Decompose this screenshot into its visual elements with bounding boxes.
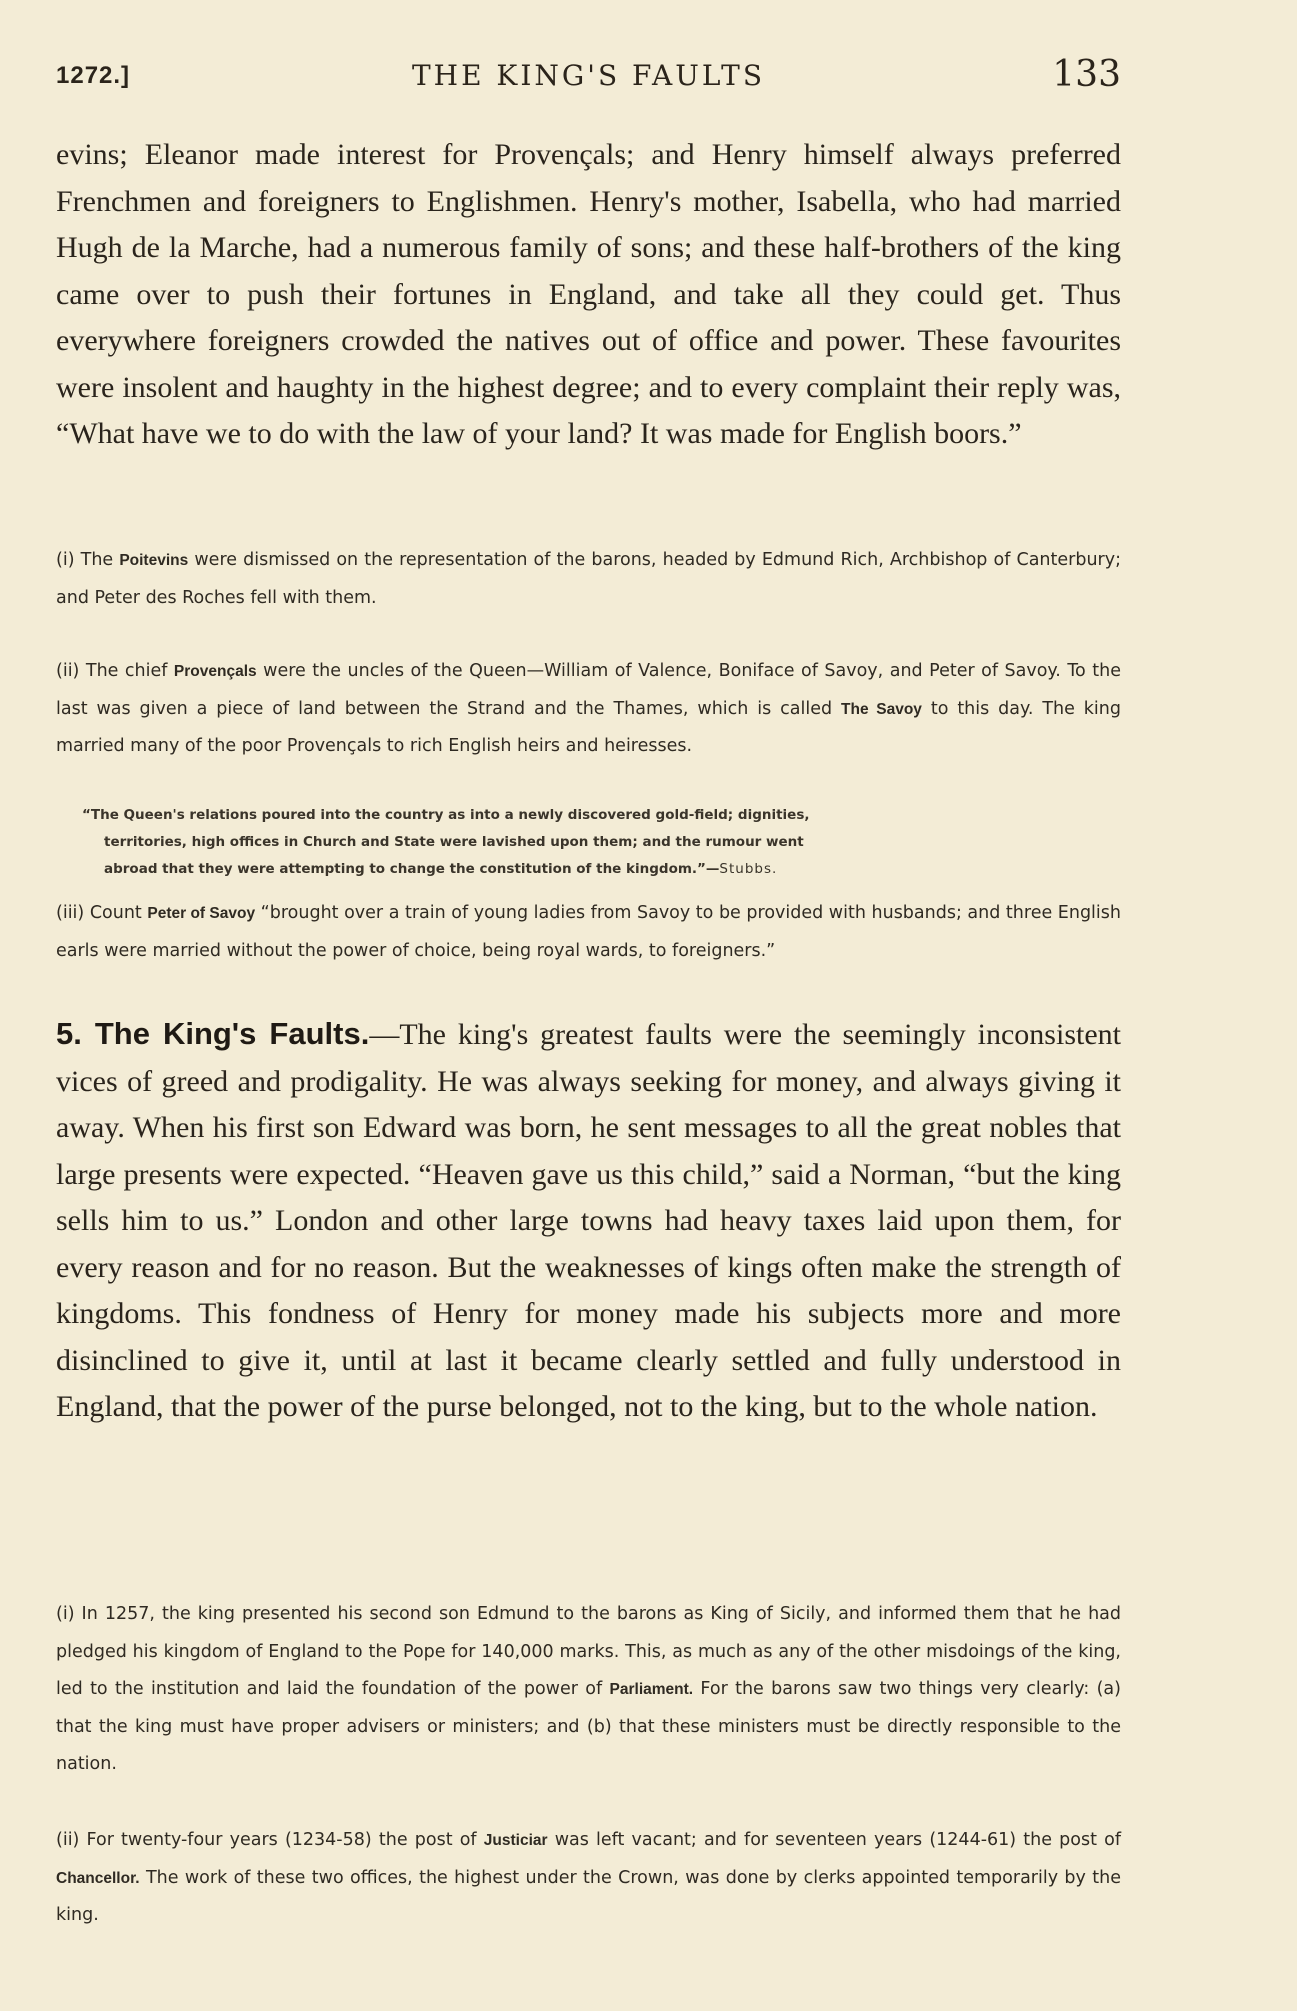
note-6-term-2: Chancellor. [56,1869,140,1887]
note-6-text-c: The work of these two offices, the highest under the Crown, was done by clerks appointed temporarily by the king. [56,1867,1121,1925]
note-1-text: were dismissed on the representation of the barons, headed by Edmund Rich, Archbishop of Canterbury; and Peter des Roches fell with them. [56,550,1121,608]
note-2-text-b: to this day. The king married many of the poor Provençals to rich English heirs and heiresses. [56,698,1121,756]
quote-line-1: “The Queen's relations poured into the country as into a newly discovered gold-field; dignities, [82,807,810,823]
note-provencals [56,653,1121,766]
note-6-text-a: (ii) For twenty-four years (1234-58) the post of [56,1830,477,1850]
page-number: 133 [1052,54,1121,95]
note-parliament [56,1596,1121,1784]
note-justiciar-chancellor [56,1822,1121,1935]
note-5-text-b: For the barons saw two things very clearly: (a) that the king must have proper advisers or ministers; and (b) that these ministers must be directly responsible to the nation. [56,1679,1121,1774]
quote-line-3-wrap [82,856,1121,883]
quote-line-2: territories, high offices in Church and State were lavished upon them; and the rumour went [104,834,804,850]
stubbs-quotation [82,802,1121,883]
note-2-prefix: (ii) The chief [56,661,168,681]
note-6-text-b: was left vacant; and for seventeen years (1244-61) the post of [554,1830,1121,1850]
note-1-term: Poitevins [119,552,189,569]
note-poitevins [56,542,1121,617]
note-6-term: Justiciar [483,1832,548,1849]
note-4-term: Peter of Savoy [147,905,256,922]
note-5-text-a: (i) In 1257, the king presented his second son Edmund to the barons as King of Sicily, and informed them that he had pledged his kingdom of England to the Pope for 140,000 marks. This, as much as any of the other misdoings of the king, led to the institution and laid the foundation of the power of [56,1604,1121,1699]
note-5-term: Parliament. [609,1681,694,1698]
note-2-term-2: The Savoy [841,700,922,718]
header-year: 1272.] [56,62,131,89]
paragraph-1-text: evins; Eleanor made interest for Provençals; and Henry himself always preferred Frenchmen and foreigners to Englishmen. Henry's mother, Isabella, who had married Hugh de la Marche, had a numerous family of sons; and these half-brothers of the king came over to push their fortunes in England, and take all they could get. Thus everywhere foreigners crowded the natives out of office and power. These favourites were insolent and haughty in the highest degree; and to every complaint their reply was, “What have we to do with the law of your land? It was made for English boors.” [56,138,1121,450]
note-1-prefix: (i) The [56,550,114,570]
note-4-text: “brought over a train of young ladies from Savoy to be provided with husbands; and three English earls were married without the power of choice, being royal wards, to foreigners.” [56,903,1121,961]
note-peter-of-savoy [56,895,1121,970]
quote-line-3: abroad that they were attempting to change the constitution of the kingdom.”— [104,861,720,877]
note-2-text-a: were the uncles of the Queen—William of Valence, Boniface of Savoy, and Peter of Savoy. To the last was given a piece of land between the Strand and the Thames, which is called [56,661,1121,719]
section-heading: 5. The King's Faults. [56,1016,370,1051]
running-head [56,54,1121,104]
body-paragraph-1 [56,132,1121,458]
section-5-text: —The king's greatest faults were the seemingly inconsistent vices of greed and prodigality. He was always seeking for money, and always giving it away. When his first son Edward was born, he sent messages to all the great nobles that large presents were expected. “Heaven gave us this child,” said a Norman, “but the king sells him to us.” London and other large towns had heavy taxes laid upon them, for every reason and for no reason. But the weaknesses of kings often make the strength of kingdoms. This fondness of Henry for money made his subjects more and more disinclined to give it, until at last it became clearly settled and fully understood in England, that the power of the purse belonged, not to the king, but to the whole nation. [56,1018,1121,1423]
body-paragraph-section-5 [56,1011,1121,1431]
header-title: THE KING'S FAULTS [411,59,766,92]
quote-source: Stubbs. [719,861,778,877]
note-4-prefix: (iii) Count [56,903,142,923]
note-2-term: Provençals [173,663,257,680]
